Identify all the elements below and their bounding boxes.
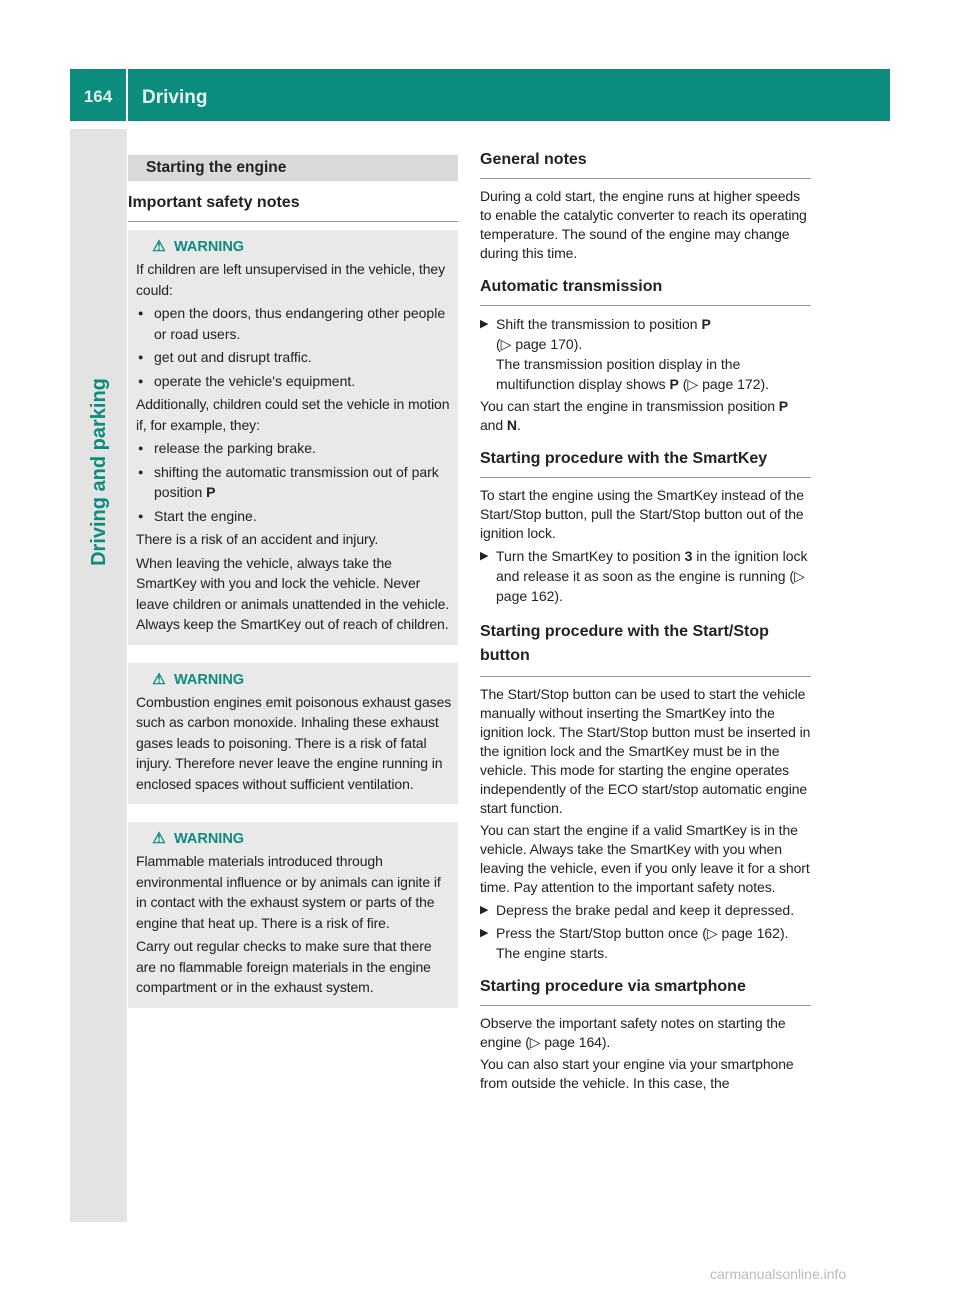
step-arrow-icon: ▶: [480, 550, 489, 562]
list-item: ● shifting the automatic transmission out of park position P: [136, 462, 452, 503]
section-heading: Starting procedure via smartphone: [480, 978, 746, 995]
header-divider: [126, 69, 128, 121]
step-arrow-icon: ▶: [480, 318, 489, 330]
page-number: 164: [83, 87, 113, 106]
warning-icon: ⚠: [152, 830, 166, 847]
section-title: Starting the engine: [128, 155, 458, 181]
page-header: [70, 69, 890, 121]
step-arrow-icon: ▶: [480, 927, 489, 939]
instruction-step: ▶ Press the Start/Stop button once (▷ page 162). The engine starts.: [480, 925, 789, 961]
chapter-title: Driving: [142, 87, 208, 108]
section-heading: General notes: [480, 151, 587, 168]
rule: [480, 178, 811, 179]
right-column: General notes During a cold start, the engine runs at higher speeds to enable the catalytic converter to reach its operating temperature. The sound of the engine may change during this time. Automatic transmission ▶ Shift the transmission to position P (▷ page 170). The transmission position display in the multifunction display shows P (▷ page 172). You can start the engine in transmission position P and N. Starting procedure with the SmartKey To start the engine using the SmartKey instead of the Start/Stop button, pull the Start/Stop button out of the ignition lock. ▶ Turn the SmartKey to position 3 in the ignition lock and release it as soon as the engine is running (▷ page 162). Starting procedure with the Start/Stop button The Start/Stop button can be used to start the vehicle manually without inserting the SmartKey into the ignition lock. The Start/Stop button must be inserted in the ignition lock and the SmartKey must be in the vehicle. This mode for starting the engine operates independently of the ECO start/stop automatic engine start function. You can start the engine if a valid SmartKey is in the vehicle. Always take the SmartKey with you when leaving the vehicle, even if you only leave it for a short time. Pay attention to the important safety notes. ▶ Depress the brake pedal and keep it depressed. ▶ Press the Start/Stop button once (▷ page 162). The engine starts. Starting procedure via smartphone Observe the important safety notes on starting the engine (▷ page 164). You can also start your engine via your smartphone from outside the vehicle. In this case, the: [480, 151, 811, 1091]
bullet-icon: ●: [138, 466, 144, 477]
list-item: ● get out and disrupt traffic.: [136, 347, 452, 368]
rule: [480, 477, 811, 478]
sidebar-label: Driving and parking: [87, 378, 110, 566]
rule: [480, 676, 811, 677]
list-item: ● open the doors, thus endangering other people or road users.: [136, 303, 452, 344]
warning-box: ⚠ WARNING If children are left unsupervised in the vehicle, they could: ● open the doors, thus endangering other people or road users. ● get out and disrupt traffic. ● operate the vehicle's equipment. Additionally, children could set the vehicle in motion if, for example, they: ● release the parking brake. ● shifting the automatic transmission out of park position P ● Start the engine. There is a risk of an accident and injury. When leaving the vehicle, always take the SmartKey with you and lock the vehicle. Never leave children or animals unattended in the vehicle. Always keep the SmartKey out of reach of children.: [128, 230, 458, 645]
bullet-icon: ●: [138, 352, 144, 362]
bullet-icon: ●: [138, 443, 144, 453]
rule: [480, 1005, 811, 1006]
bullet-icon: ●: [138, 308, 144, 318]
watermark: carmanualsonline.info: [710, 1266, 847, 1282]
subheading: Important safety notes: [128, 194, 300, 211]
section-heading: Starting procedure with the Start/Stop button: [480, 623, 769, 664]
list-item: ● operate the vehicle's equipment.: [136, 371, 452, 392]
rule: [480, 305, 811, 306]
warning-icon: ⚠: [152, 670, 166, 688]
warning-box: ⚠ WARNING Combustion engines emit poisonous exhaust gases such as carbon monoxide. Inhaling these exhaust gases leads to poisoning. There is a risk of fatal injury. Therefore never leave the engine running in enclosed spaces without sufficient ventilation.: [128, 663, 458, 805]
left-column: [128, 155, 458, 1026]
instruction-step: ▶ Shift the transmission to position P (▷ page 170). The transmission position display in the multifunction display shows P (▷ page 172).: [480, 316, 770, 392]
step-arrow-icon: ▶: [480, 904, 489, 916]
bullet-icon: ●: [138, 375, 144, 386]
list-item: ● release the parking brake.: [136, 438, 452, 459]
chapter-sidebar: [70, 129, 127, 1222]
list-item: ● Start the engine.: [136, 506, 452, 527]
instruction-step: ▶ Depress the brake pedal and keep it depressed.: [480, 902, 795, 918]
warning-box: ⚠ WARNING Flammable materials introduced through environmental influence or by animals can ignite if in contact with the exhaust system or parts of the engine that heat up. There is a risk of fire. Carry out regular checks to make sure that there are no flammable foreign materials in the engine compartment or in the exhaust system.: [128, 822, 458, 1008]
section-heading: Automatic transmission: [480, 278, 663, 295]
bullet-icon: ●: [138, 510, 144, 521]
warning-icon: ⚠: [152, 238, 166, 255]
instruction-step: ▶ Turn the SmartKey to position 3 in the ignition lock and release it as soon as the engine is running (▷ page 162).: [480, 548, 808, 604]
rule: [128, 221, 458, 222]
section-heading: Starting procedure with the SmartKey: [480, 450, 768, 467]
